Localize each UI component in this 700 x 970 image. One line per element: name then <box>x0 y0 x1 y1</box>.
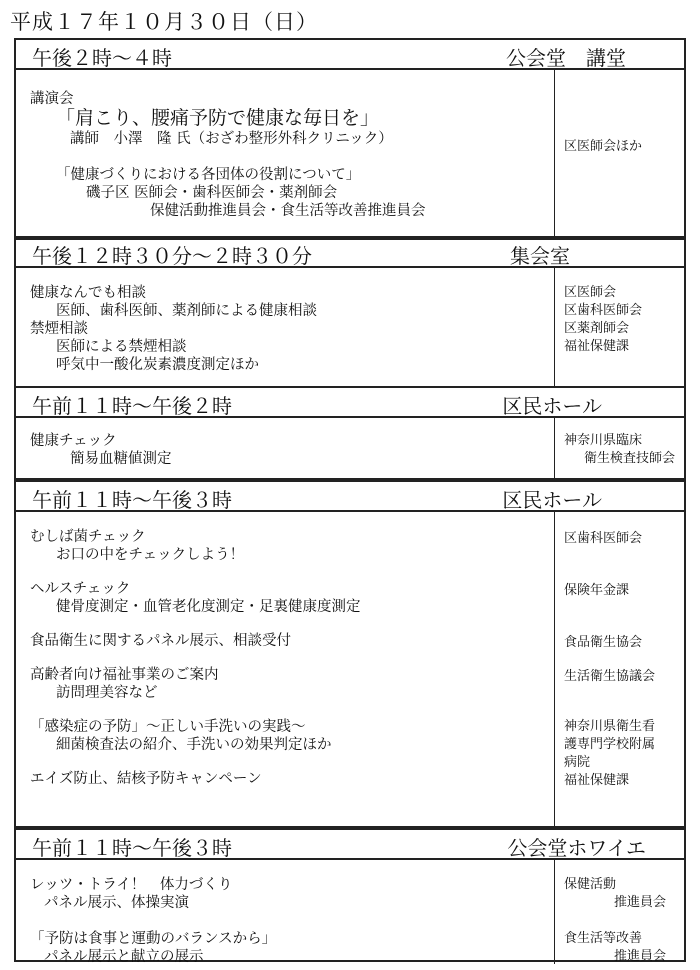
program-title: 健康チェック <box>30 433 117 449</box>
program-detail: 細菌検査法の紹介、手洗いの効果判定ほか <box>56 737 332 753</box>
program-detail: 簡易血糖値測定 <box>70 451 172 467</box>
section-foyer <box>14 828 686 965</box>
section-header <box>14 388 686 418</box>
program-title: 「感染症の予防」～正しい手洗いの実践～ <box>30 719 306 735</box>
section-place: 区民ホール <box>502 488 602 512</box>
column-divider <box>554 418 555 480</box>
section-place: 公会堂 講堂 <box>506 46 626 70</box>
program-title: ヘルスチェック <box>30 581 131 597</box>
column-divider <box>554 860 555 964</box>
section-lecture <box>14 38 686 240</box>
organizer: 福祉保健課 <box>564 339 630 354</box>
program-detail: 健骨度測定・血管老化度測定・足裏健康度測定 <box>56 599 361 615</box>
program-detail: 訪問理美容など <box>56 685 158 701</box>
program-detail: お口の中をチェックしよう！ <box>56 547 245 563</box>
section-time: 午後１２時３０分～２時３０分 <box>32 244 312 268</box>
section-time: 午後２時～４時 <box>32 46 172 70</box>
organizer: 護専門学校附属 <box>564 737 656 752</box>
program-title: レッツ・トライ！ 体力づくり <box>30 877 233 893</box>
section-body <box>14 268 686 388</box>
panel-members: 磯子区 医師会・歯科医師会・薬剤師会 <box>86 185 338 201</box>
program-title: エイズ防止、結核予防キャンペーン <box>30 771 262 787</box>
organizer: 食生活等改善 <box>564 931 643 946</box>
program-title: 食品衛生に関するパネル展示、相談受付 <box>30 633 291 649</box>
column-divider <box>554 268 555 388</box>
program-detail: 医師、歯科医師、薬剤師による健康相談 <box>56 303 317 319</box>
program-title: 健康なんでも相談 <box>30 285 146 301</box>
section-header <box>14 482 686 512</box>
organizer: 生活衛生協議会 <box>564 669 656 684</box>
section-body <box>14 70 686 240</box>
program-detail: 呼気中一酸化炭素濃度測定ほか <box>56 357 259 373</box>
section-header <box>14 238 686 268</box>
program-detail: 医師による禁煙相談 <box>56 339 187 355</box>
organizer: 推進員会 <box>614 949 667 964</box>
program-detail: パネル展示、体操実演 <box>44 895 189 911</box>
organizer: 神奈川県臨床 <box>564 433 643 448</box>
column-divider <box>554 70 555 240</box>
section-body <box>14 860 686 964</box>
section-header <box>14 40 686 70</box>
lecturer: 講師 小澤 隆 氏（おざわ整形外科クリニック） <box>70 131 393 147</box>
organizer: 保険年金課 <box>564 583 630 598</box>
section-place: 集会室 <box>510 244 570 268</box>
section-time: 午前１１時～午後３時 <box>32 488 232 512</box>
program-title: 講演会 <box>30 91 74 107</box>
organizer: 食品衛生協会 <box>564 635 643 650</box>
organizer: 保健活動 <box>564 877 617 892</box>
column-divider <box>554 512 555 828</box>
event-date: 平成１７年１０月３０日（日） <box>10 10 318 34</box>
organizer: 福祉保健課 <box>564 773 630 788</box>
panel-members-2: 保健活動推進員会・食生活等改善推進員会 <box>150 203 426 219</box>
section-check-booths <box>14 480 686 828</box>
organizer: 衛生検査技師会 <box>584 451 676 466</box>
panel-title: 「健康づくりにおける各団体の役割について」 <box>56 167 361 183</box>
lecture-title: 「肩こり、腰痛予防で健康な毎日を」 <box>56 107 380 129</box>
organizer: 区医師会 <box>564 285 617 300</box>
section-consultation <box>14 236 686 388</box>
section-time: 午前１１時～午後２時 <box>32 394 232 418</box>
organizer: 区医師会ほか <box>564 139 643 154</box>
section-body <box>14 418 686 480</box>
organizer: 区歯科医師会 <box>564 303 643 318</box>
program-detail: パネル展示と献立の展示 <box>44 949 204 965</box>
section-body <box>14 512 686 828</box>
section-time: 午前１１時～午後３時 <box>32 836 232 860</box>
organizer: 神奈川県衛生看 <box>564 719 656 734</box>
program-title: 禁煙相談 <box>30 321 88 337</box>
section-header <box>14 830 686 860</box>
program-title: 高齢者向け福祉事業のご案内 <box>30 667 219 683</box>
program-title: 「予防は食事と運動のバランスから」 <box>30 931 277 947</box>
organizer: 区歯科医師会 <box>564 531 643 546</box>
section-place: 公会堂ホワイエ <box>507 836 646 860</box>
program-title: むしば菌チェック <box>30 529 146 545</box>
section-health-check <box>14 386 686 480</box>
organizer: 区薬剤師会 <box>564 321 630 336</box>
organizer: 推進員会 <box>614 895 667 910</box>
organizer: 病院 <box>564 755 591 770</box>
section-place: 区民ホール <box>502 394 602 418</box>
